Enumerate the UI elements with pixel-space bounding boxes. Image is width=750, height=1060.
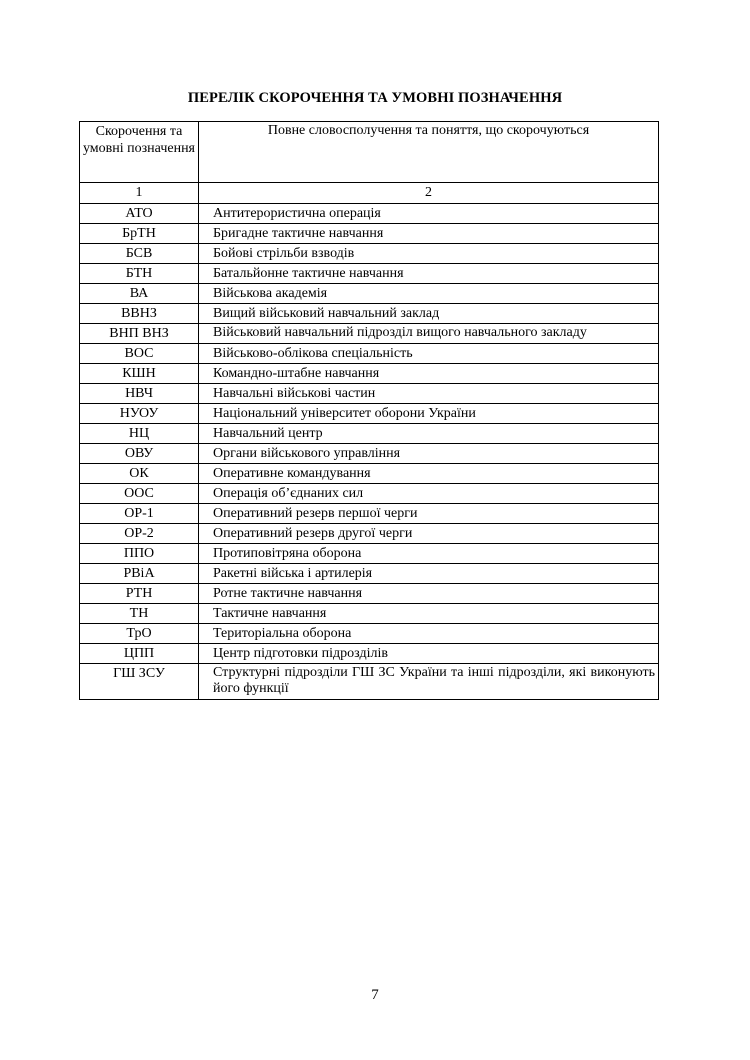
full-phrase-cell bbox=[199, 284, 659, 304]
abbreviation-cell: ВОС bbox=[80, 344, 199, 364]
table-row bbox=[80, 264, 659, 284]
full-phrase-text: Бойові стрільби взводів bbox=[213, 246, 355, 261]
abbreviation-cell: ГШ ЗСУ bbox=[80, 664, 199, 700]
full-phrase-text: Військова академія bbox=[213, 286, 328, 301]
full-phrase-cell bbox=[199, 664, 659, 700]
full-phrase-text: Оперативне командування bbox=[213, 466, 371, 481]
abbreviation-cell: ОР-2 bbox=[80, 524, 199, 544]
table-row bbox=[80, 304, 659, 324]
abbreviation-cell: КШН bbox=[80, 364, 199, 384]
full-phrase-text: Оперативний резерв другої черги bbox=[213, 526, 413, 541]
full-phrase-cell bbox=[199, 564, 659, 584]
full-phrase-text: Центр підготовки підрозділів bbox=[213, 646, 388, 661]
abbreviation-cell: БТН bbox=[80, 264, 199, 284]
full-phrase-cell bbox=[199, 504, 659, 524]
full-phrase-cell bbox=[199, 204, 659, 224]
full-phrase-text: Тактичне навчання bbox=[213, 606, 327, 621]
abbreviation-cell: ЦПП bbox=[80, 644, 199, 664]
abbreviation-cell: ППО bbox=[80, 544, 199, 564]
table-body bbox=[80, 204, 659, 700]
table-row bbox=[80, 644, 659, 664]
full-phrase-cell bbox=[199, 244, 659, 264]
abbreviation-cell: АТО bbox=[80, 204, 199, 224]
table-row bbox=[80, 564, 659, 584]
full-phrase-text: Антитерористична операція bbox=[213, 206, 381, 221]
table-row bbox=[80, 384, 659, 404]
full-phrase-text: Ротне тактичне навчання bbox=[213, 586, 363, 601]
full-phrase-text: Командно-штабне навчання bbox=[213, 366, 380, 381]
table-row bbox=[80, 624, 659, 644]
full-phrase-text: Військовий навчальний підрозділ вищого навчального закладу bbox=[213, 325, 587, 340]
table-row bbox=[80, 604, 659, 624]
full-phrase-cell bbox=[199, 304, 659, 324]
full-phrase-cell bbox=[199, 624, 659, 644]
table-row bbox=[80, 244, 659, 264]
abbreviations-table bbox=[79, 121, 659, 700]
column-number-1: 1 bbox=[80, 183, 199, 204]
column-number-row bbox=[80, 183, 659, 204]
full-phrase-cell bbox=[199, 384, 659, 404]
table-row bbox=[80, 424, 659, 444]
table-row bbox=[80, 344, 659, 364]
column-number-2: 2 bbox=[199, 183, 659, 204]
abbreviation-cell: ВВНЗ bbox=[80, 304, 199, 324]
abbreviation-cell: ТН bbox=[80, 604, 199, 624]
abbreviation-cell: ОР-1 bbox=[80, 504, 199, 524]
table-row bbox=[80, 484, 659, 504]
abbreviation-cell: НЦ bbox=[80, 424, 199, 444]
abbreviation-cell: ВНП ВНЗ bbox=[80, 324, 199, 344]
full-phrase-text: Територіальна оборона bbox=[213, 626, 352, 641]
table-row bbox=[80, 404, 659, 424]
table-row bbox=[80, 464, 659, 484]
table-row bbox=[80, 584, 659, 604]
full-phrase-cell bbox=[199, 644, 659, 664]
full-phrase-text: Операція об’єднаних сил bbox=[213, 486, 364, 501]
full-phrase-cell bbox=[199, 604, 659, 624]
full-phrase-text: Вищий військовий навчальний заклад bbox=[213, 306, 440, 321]
full-phrase-cell bbox=[199, 484, 659, 504]
abbreviation-cell: ОВУ bbox=[80, 444, 199, 464]
full-phrase-text: Бригадне тактичне навчання bbox=[213, 226, 384, 241]
abbreviation-cell: ОК bbox=[80, 464, 199, 484]
full-phrase-cell bbox=[199, 324, 659, 344]
full-phrase-text: Оперативний резерв першої черги bbox=[213, 506, 418, 521]
full-phrase-cell bbox=[199, 344, 659, 364]
column-header-abbreviation: Скорочення та умовні позначення bbox=[80, 122, 199, 183]
column-header-full-phrase: Повне словосполучення та поняття, що скорочуються bbox=[199, 122, 659, 183]
table-row bbox=[80, 524, 659, 544]
full-phrase-cell bbox=[199, 544, 659, 564]
full-phrase-text: Протиповітряна оборона bbox=[213, 546, 362, 561]
full-phrase-cell bbox=[199, 524, 659, 544]
table-row bbox=[80, 324, 659, 344]
full-phrase-text: Військово-облікова спеціальність bbox=[213, 346, 413, 361]
full-phrase-cell bbox=[199, 464, 659, 484]
table-row bbox=[80, 224, 659, 244]
abbreviation-cell: ТрО bbox=[80, 624, 199, 644]
full-phrase-text: Структурні підрозділи ГШ ЗС України та інші підрозділи, які виконують його функції bbox=[213, 665, 655, 696]
abbreviation-cell: РВіА bbox=[80, 564, 199, 584]
abbreviation-cell: БрТН bbox=[80, 224, 199, 244]
abbreviation-cell: РТН bbox=[80, 584, 199, 604]
table-row bbox=[80, 364, 659, 384]
full-phrase-cell bbox=[199, 584, 659, 604]
full-phrase-text: Органи військового управління bbox=[213, 446, 401, 461]
table-row bbox=[80, 204, 659, 224]
full-phrase-cell bbox=[199, 424, 659, 444]
abbreviation-cell: БСВ bbox=[80, 244, 199, 264]
full-phrase-text: Батальйонне тактичне навчання bbox=[213, 266, 404, 281]
table-row bbox=[80, 444, 659, 464]
table-row bbox=[80, 504, 659, 524]
full-phrase-text: Навчальні військові частин bbox=[213, 386, 376, 401]
abbreviation-cell: ВА bbox=[80, 284, 199, 304]
table-row bbox=[80, 284, 659, 304]
full-phrase-cell bbox=[199, 364, 659, 384]
full-phrase-text: Ракетні війська і артилерія bbox=[213, 566, 373, 581]
abbreviation-cell: НУОУ bbox=[80, 404, 199, 424]
full-phrase-cell bbox=[199, 444, 659, 464]
abbreviation-cell: ООС bbox=[80, 484, 199, 504]
full-phrase-cell bbox=[199, 264, 659, 284]
page-title: ПЕРЕЛІК СКОРОЧЕННЯ ТА УМОВНІ ПОЗНАЧЕННЯ bbox=[187, 90, 563, 106]
table-header-row bbox=[80, 122, 659, 183]
full-phrase-text: Навчальний центр bbox=[213, 426, 323, 441]
table-row bbox=[80, 544, 659, 564]
full-phrase-text: Національний університет оборони України bbox=[213, 406, 476, 421]
abbreviation-cell: НВЧ bbox=[80, 384, 199, 404]
full-phrase-cell bbox=[199, 224, 659, 244]
full-phrase-cell bbox=[199, 404, 659, 424]
table-row bbox=[80, 664, 659, 700]
page-number: 7 bbox=[371, 987, 379, 1003]
